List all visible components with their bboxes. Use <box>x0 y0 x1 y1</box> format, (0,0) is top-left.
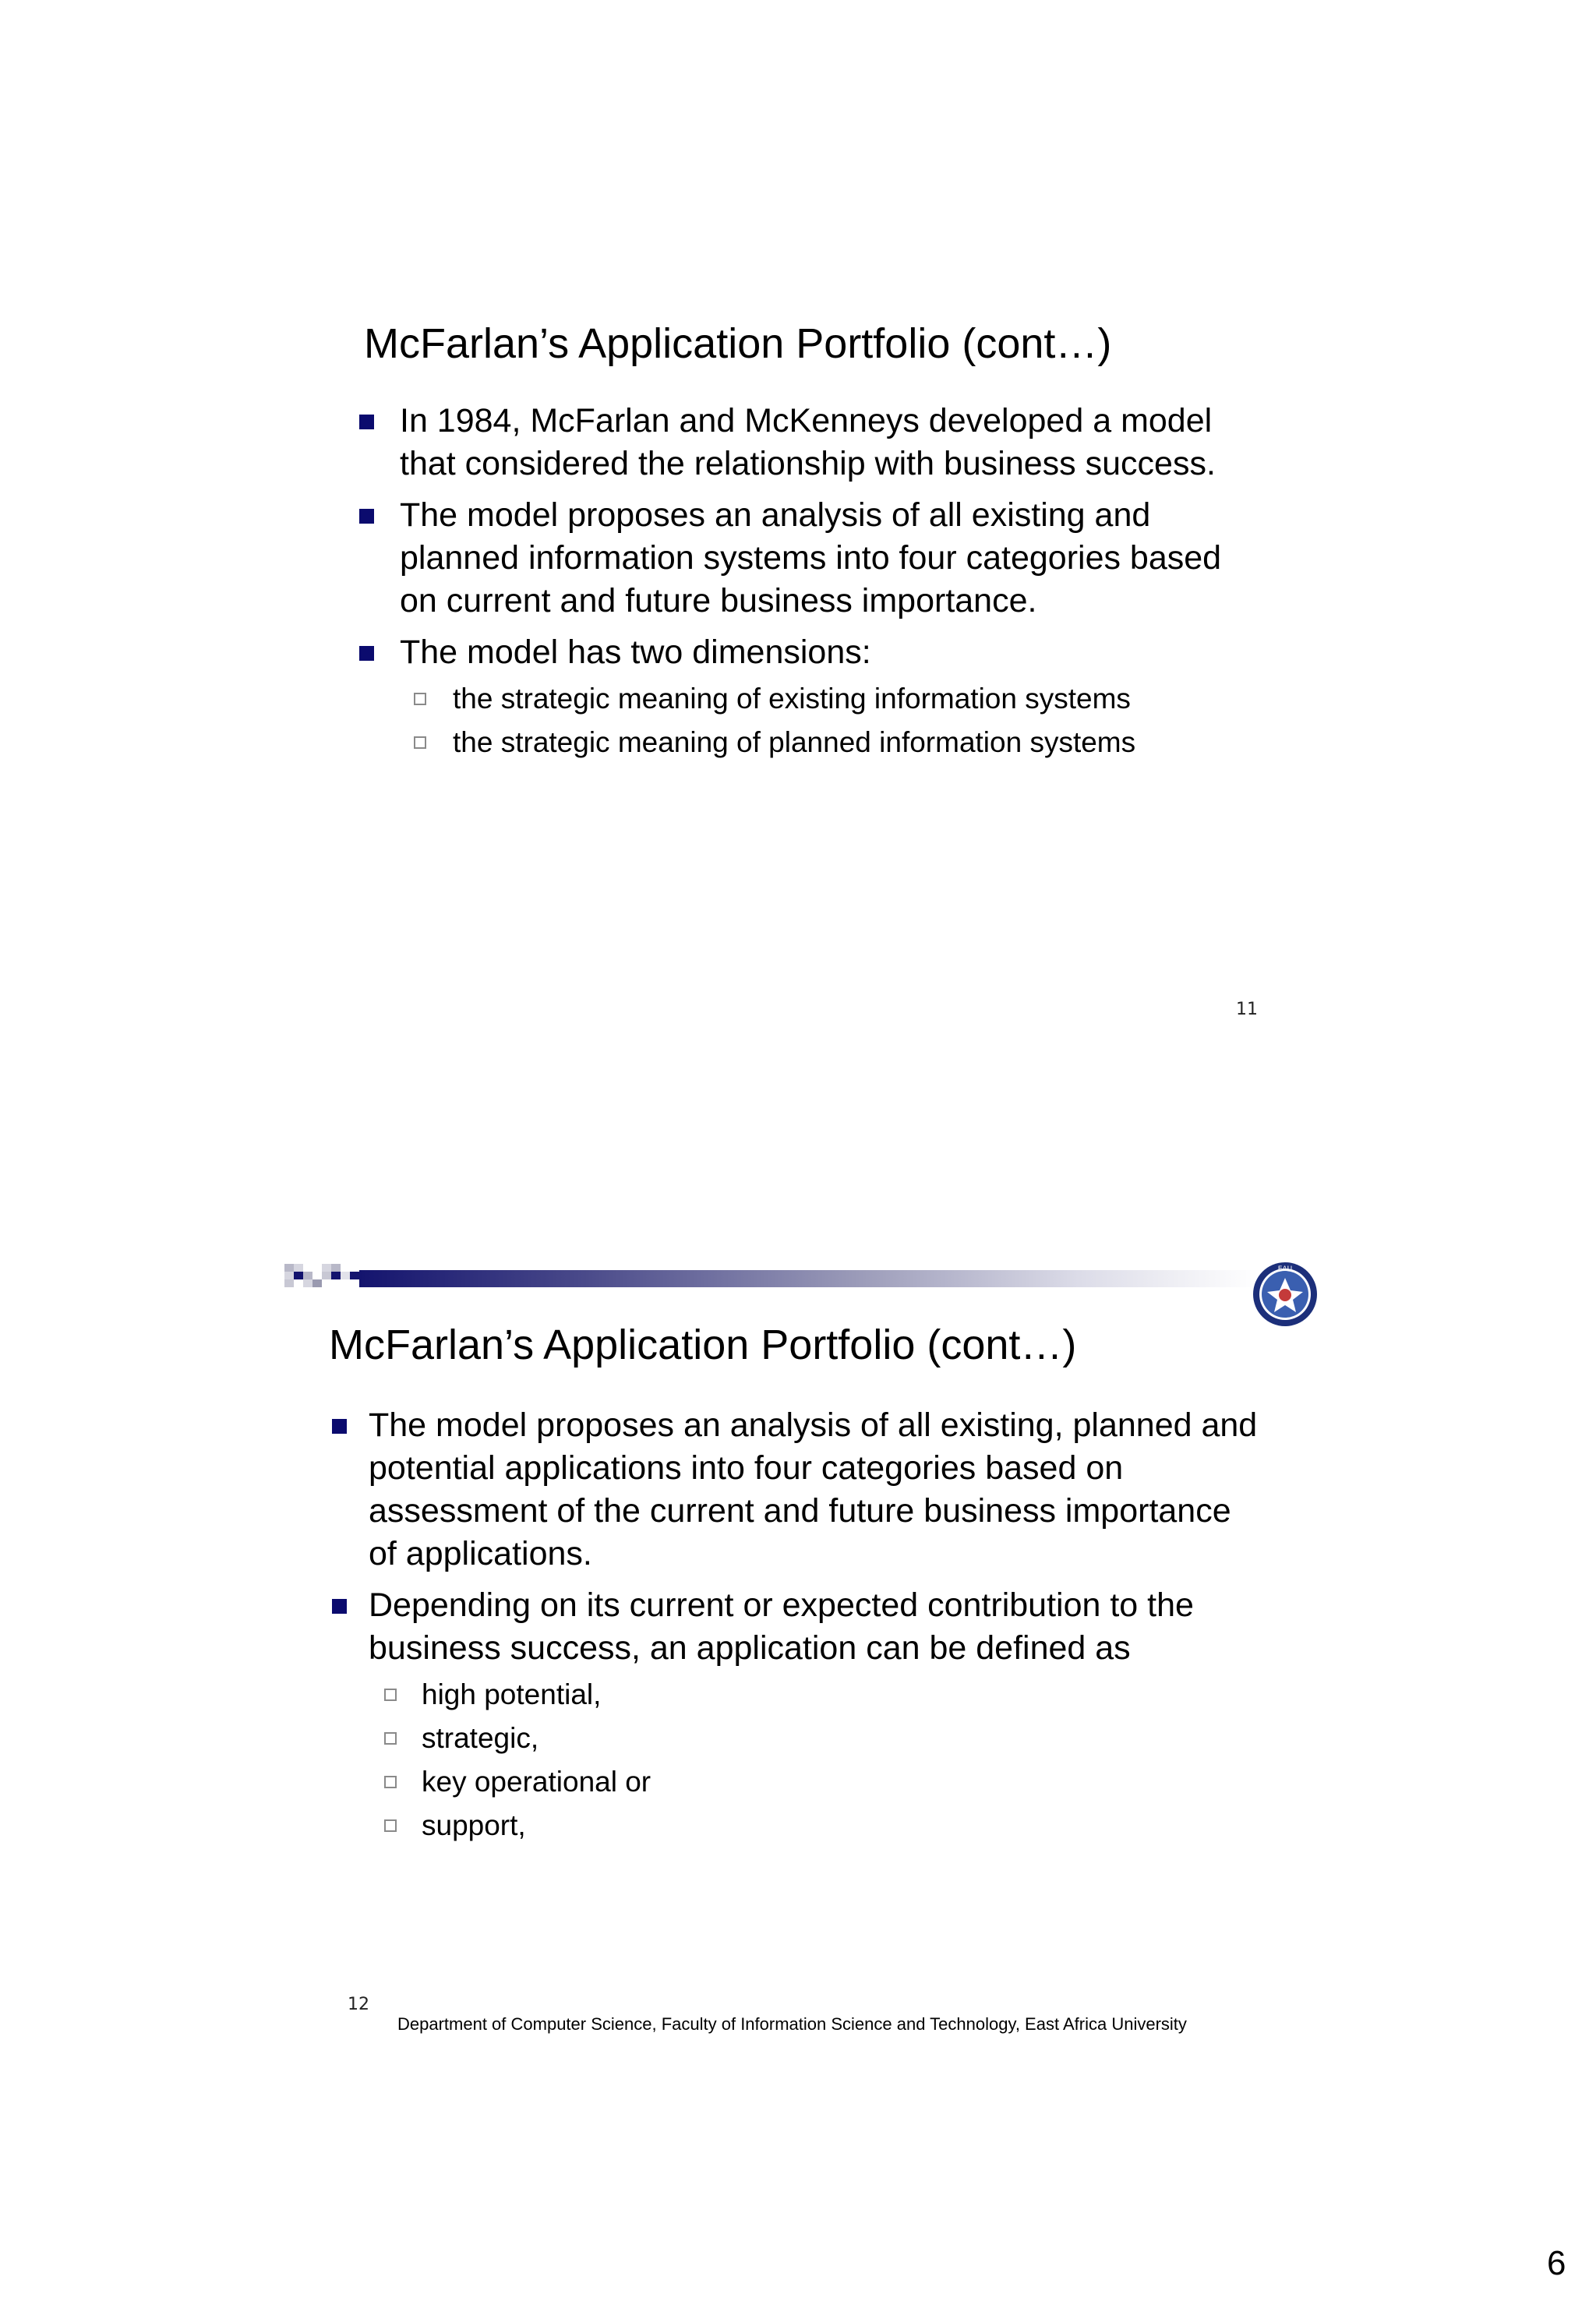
bullet-list <box>359 400 1263 773</box>
bullet-square-icon <box>359 415 374 429</box>
university-logo-icon <box>1252 1261 1319 1328</box>
bullet-square-icon <box>332 1599 347 1614</box>
sub-bullet-text: support, <box>422 1809 526 1841</box>
bullet-square-icon <box>359 646 374 661</box>
slide-title: McFarlan’s Application Portfolio (cont…) <box>364 320 1112 367</box>
bullet-text: The model has two dimensions: <box>400 633 871 671</box>
sub-bullet-text: the strategic meaning of existing information systems <box>453 683 1131 715</box>
sub-bullet-item <box>400 677 1263 721</box>
hollow-square-icon <box>414 693 426 705</box>
bullet-item <box>359 494 1263 623</box>
sub-bullet-item <box>332 1717 1259 1760</box>
bullet-list <box>332 1404 1259 1856</box>
hollow-square-icon <box>414 736 426 749</box>
sub-bullet-text: high potential, <box>422 1678 602 1710</box>
hollow-square-icon <box>384 1776 397 1788</box>
slide-footer: Department of Computer Science, Faculty of Information Science and Technology, East Africa University <box>397 2014 1187 2034</box>
sub-bullet-item <box>332 1760 1259 1804</box>
logo-text: EAU <box>1277 1265 1293 1273</box>
bullet-item <box>332 1404 1259 1576</box>
sub-bullet-item <box>332 1673 1259 1717</box>
bullet-item <box>359 631 1263 764</box>
bullet-text: Depending on its current or expected contribution to the business success, an application can be defined as <box>369 1586 1194 1667</box>
slide-page-number: 11 <box>1236 1000 1258 1019</box>
slide-12 <box>0 1216 1596 2151</box>
sub-bullet-item <box>332 1804 1259 1848</box>
bullet-item <box>359 400 1263 485</box>
hollow-square-icon <box>384 1819 397 1832</box>
sub-bullet-text: the strategic meaning of planned information systems <box>453 726 1136 758</box>
header-band <box>284 1264 1259 1287</box>
handout-page-number: 6 <box>1547 2244 1566 2282</box>
sub-bullet-text: strategic, <box>422 1722 539 1754</box>
sub-bullet-text: key operational or <box>422 1766 651 1798</box>
sub-bullet-list <box>332 1673 1259 1848</box>
slide-11 <box>0 0 1596 1091</box>
slide-title: McFarlan’s Application Portfolio (cont…) <box>329 1322 1077 1368</box>
pixel-decoration-icon <box>284 1264 362 1287</box>
bullet-square-icon <box>332 1419 347 1434</box>
bullet-item <box>332 1584 1259 1848</box>
hollow-square-icon <box>384 1689 397 1701</box>
bullet-text: In 1984, McFarlan and McKenneys developed a model that considered the relationship with business success. <box>400 402 1216 482</box>
bullet-text: The model proposes an analysis of all existing and planned information systems into four categories based on current and future business importance. <box>400 496 1222 619</box>
sub-bullet-list <box>400 677 1263 764</box>
slide-page-number: 12 <box>348 1995 369 2014</box>
bullet-square-icon <box>359 509 374 524</box>
bullet-text: The model proposes an analysis of all existing, planned and potential applications into four categories based on assessment of the current and future business importance of applications. <box>369 1406 1258 1572</box>
hollow-square-icon <box>384 1732 397 1745</box>
sub-bullet-item <box>400 721 1263 764</box>
header-gradient-bar <box>359 1270 1259 1287</box>
